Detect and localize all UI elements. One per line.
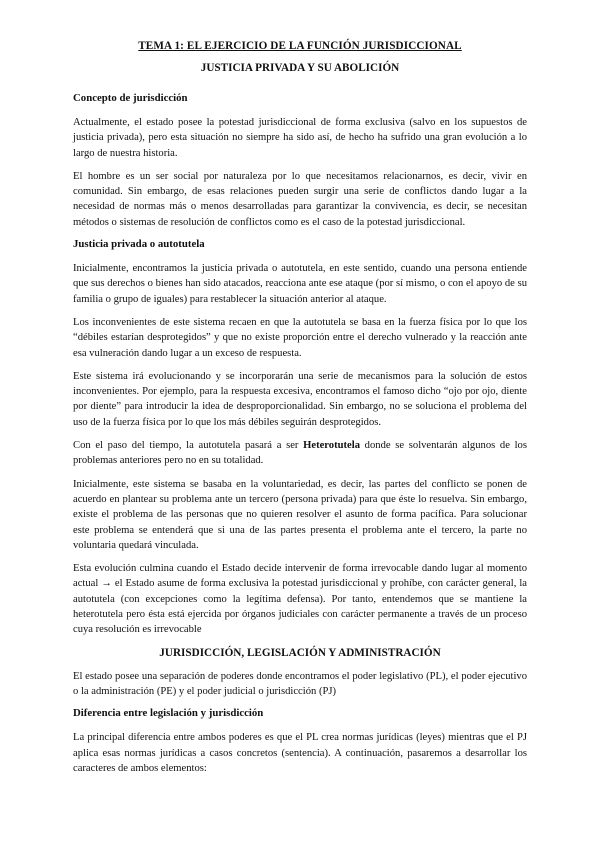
document-page <box>73 40 527 784</box>
paragraph-3: Inicialmente, encontramos la justicia privada o autotutela, en este sentido, cuando una persona entiende que sus derechos o bienes han sido atacados, reacciona ante ese ataque (por sí mismo, o con el apoyo de su familia o grupo de iguales) para restablecer la situación anterior al ataque. <box>73 263 527 305</box>
paragraph-4: Los inconvenientes de este sistema recaen en que la autotutela se basa en la fuerza física por lo que los “débiles estarían desprotegidos” y que no existe proporción entre el derecho vulnerado y la reacción ante esa vulneración dando lugar a un exceso de respuesta. <box>73 316 527 359</box>
paragraph-2: El hombre es un ser social por naturaleza por lo que necesitamos relacionarnos, es decir, vivir en comunidad. Sin embargo, de esas relaciones pueden surgir una serie de conflictos dando lugar a la necesidad de normas más o menos desarrolladas para garantizar la convivencia, es decir, se necesitan métodos o sistemas de resolución de conflictos como es el caso de la potestad jurisdiccional. <box>73 170 527 228</box>
paragraph-5: Este sistema irá evolucionando y se incorporarán una serie de mecanismos para la solución de estos inconvenientes. Por ejemplo, para la respuesta excesiva, encontramos el famoso dicho “ojo por ojo, diente por diente” para introducir la idea de desproporcionalidad. Sin embargo, no se soluciona el problema del uso de la fuerza física por lo que los más débiles seguirán desprotegidos. <box>73 370 527 428</box>
paragraph-6 <box>73 438 527 469</box>
paragraph-6-text-a: Con el paso del tiempo, la autotutela pasará a ser <box>73 440 304 452</box>
paragraph-9: El estado posee una separación de poderes donde encontramos el poder legislativo (PL), el poder ejecutivo o la administración (PE) y el poder judicial o jurisdicción (PJ) <box>73 670 527 697</box>
heading-concepto: Concepto de jurisdicción <box>73 92 188 104</box>
document-title: TEMA 1: EL EJERCICIO DE LA FUNCIÓN JURISDICCIONAL <box>138 40 462 52</box>
document-subtitle: JUSTICIA PRIVADA Y SU ABOLICIÓN <box>200 62 400 74</box>
paragraph-7: Inicialmente, este sistema se basaba en la voluntariedad, es decir, las partes del conflicto se ponen de acuerdo en plantear su problema ante un tercero (persona privada) para que éste lo resuelva. Sin embargo, existe el problema de las personas que no quieren resolver el asunto de forma pacífica. Para solucionar este problema se entenderá que si una de las partes presenta el problema ante el tercero, la parte no voluntaria quedará vinculada. <box>73 478 527 551</box>
paragraph-6-text-b: donde se solventarán algunos de los problemas anteriores pero no en su totalidad. <box>73 440 527 467</box>
paragraph-1: Actualmente, el estado posee la potestad jurisdiccional de forma exclusiva (salvo en los supuestos de justicia privada), pero esta situación no siempre ha sido así, de hecho ha sufrido una gran evolución a lo largo de nuestra historia. <box>73 117 527 159</box>
heading-justicia-privada: Justicia privada o autotutela <box>73 238 205 251</box>
heading-diferencia: Diferencia entre legislación y jurisdicción <box>73 707 264 720</box>
section-2-title: JURISDICCIÓN, LEGISLACIÓN Y ADMINISTRACIÓN <box>159 646 441 659</box>
paragraph-8: Esta evolución culmina cuando el Estado decide intervenir de forma irrevocable dando lugar al momento actual → el Estado asume de forma exclusiva la potestad jurisdiccional y prohíbe, con carácter general, la autotutela (con excepciones como la legítima defensa). Por tanto, entendemos que se mantiene la heterotutela pero ésta está ejercida por órganos judiciales con carácter permanente a través de un proceso cuya resolución es irrevocable <box>73 563 527 636</box>
paragraph-10: La principal diferencia entre ambos poderes es que el PL crea normas jurídicas (leyes) mientras que el PJ aplica esas normas jurídicas a casos concretos (sentencia). A continuación, pasaremos a desarrollar los caracteres de ambos elementos: <box>73 732 527 774</box>
paragraph-6-bold-term: Heterotutela <box>303 440 360 452</box>
